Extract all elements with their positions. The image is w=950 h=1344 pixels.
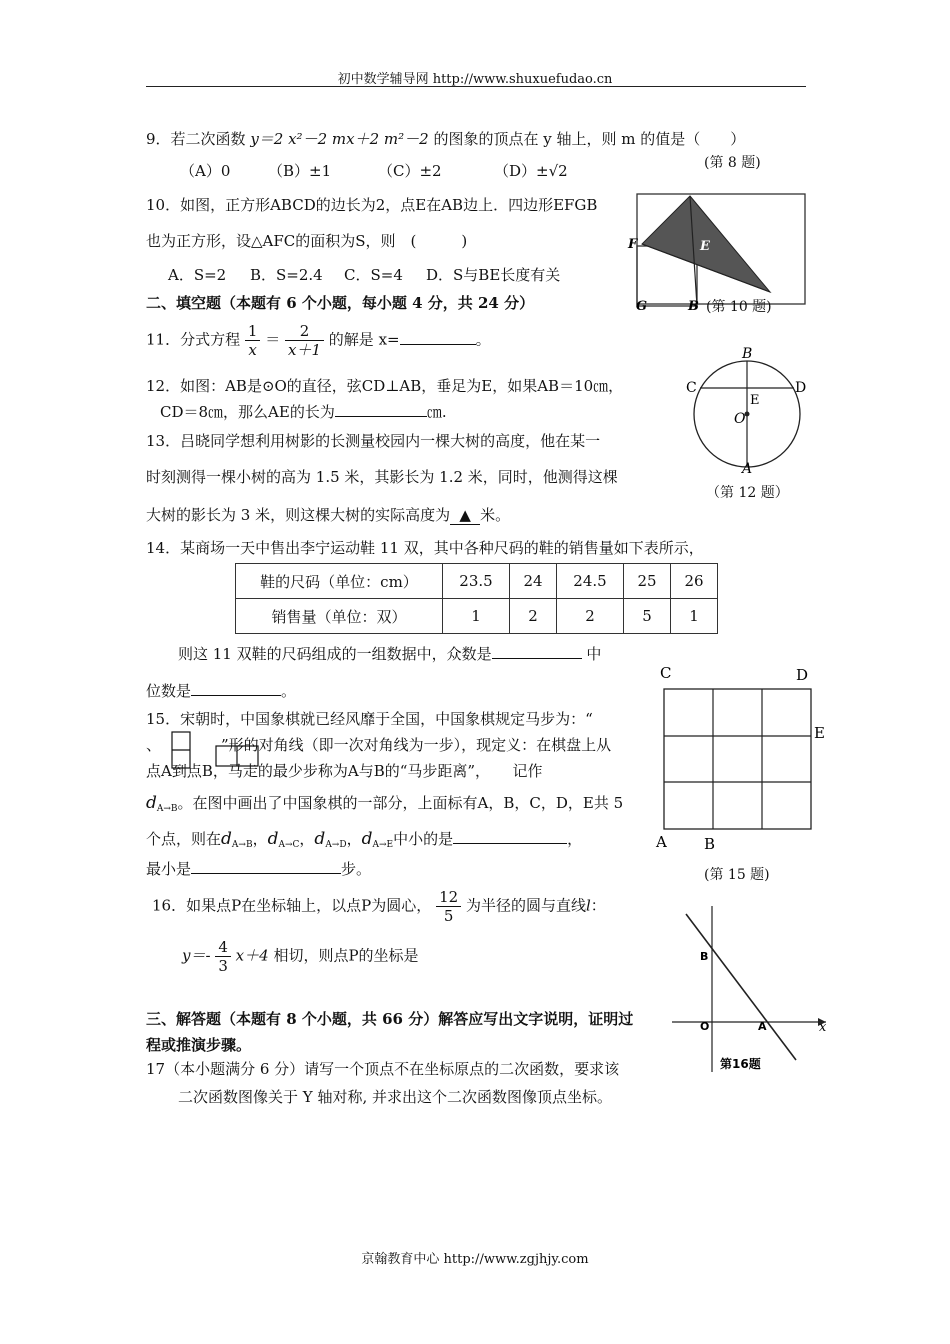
q15-line2a: 、: [146, 736, 162, 754]
q17-line2: 二次函数图像关于 Y 轴对称, 并求出这个二次函数图像顶点坐标。: [178, 1088, 612, 1106]
q14-cell: 23.5: [443, 564, 510, 599]
fig16-coordinate-diagram: [666, 902, 836, 1080]
q15-d-symbol: d: [361, 829, 373, 849]
q15-d-symbol: d: [146, 793, 157, 813]
fig12-label-c: C: [686, 380, 697, 396]
q12-line2: [160, 401, 447, 422]
q9-stem: [146, 128, 745, 149]
q11-fraction-2: [285, 322, 324, 359]
q9-option-c: （C）±2: [378, 162, 442, 180]
fig12-diagram: [680, 342, 810, 474]
q15-sep: ，: [252, 830, 268, 848]
page-footer: 京翰教育中心 http://www.zgjhjy.com: [361, 1252, 589, 1267]
q14-mode-blank: [492, 658, 582, 659]
q9-stem-b: 的图象的顶点在 y 轴上，则 m 的值是（ ）: [428, 130, 746, 148]
fig8-caption: (第 8 题): [704, 155, 761, 171]
q16-r-num: 12: [436, 888, 461, 907]
q13-line2: 时刻测得一棵小树的高为 1.5 米，其影长为 1.2 米，同时，他测得这棵: [146, 468, 618, 486]
section3-heading-line1: 三、解答题（本题有 8 个小题，共 66 分）解答应写出文字说明，证明过: [146, 1010, 634, 1028]
fig16-label-b: B: [700, 950, 709, 963]
q16-k-den: 3: [218, 957, 228, 975]
q15-line5a: 个点，则在: [146, 830, 222, 848]
fig16-line-l: [686, 914, 796, 1060]
q13-line1: 13．吕晓同学想利用树影的长测量校园内一棵大树的高度，他在某一: [146, 432, 601, 450]
q15-line3: 点A到点B，马走的最少步称为A与B的“马步距离”， 记作: [146, 762, 543, 780]
q11-f1-num: 1: [245, 322, 261, 341]
q14-cell: 5: [624, 599, 671, 634]
q11-fraction-1: [245, 322, 261, 359]
q15-min-blank: [191, 873, 341, 874]
fig15-chessboard: [652, 660, 832, 855]
q13-line3: [146, 504, 510, 525]
q14-cell: 2: [510, 599, 557, 634]
q16-line2-text: 相切，则点P的坐标是: [273, 946, 419, 965]
q14-cell: 1: [443, 599, 510, 634]
q16-k-num: 4: [215, 938, 231, 957]
q15-d-symbol: d: [221, 829, 232, 849]
fig12-label-d: D: [795, 380, 807, 396]
q13-answer-blank: ▲: [450, 506, 480, 525]
q16-eq-a: y＝-: [182, 946, 211, 965]
fig12-label-a: A: [742, 461, 753, 474]
q15-sub: A→C: [278, 840, 300, 850]
q14-line1: 14．某商场一天中售出李宁运动鞋 11 双，其中各种尺码的鞋的销售量如下表所示，: [146, 539, 704, 557]
q9-option-d: （D）±√2: [494, 162, 568, 180]
q14-line2b: 中: [586, 645, 602, 663]
fig15-label-c: C: [660, 664, 672, 682]
header-rule: [146, 86, 806, 87]
q14-cell: 25: [624, 564, 671, 599]
q15-sub: A→B: [156, 804, 178, 814]
q15-sep: ，: [299, 830, 315, 848]
q15-sub: A→B: [231, 840, 253, 850]
q11-end: 。: [475, 330, 491, 349]
page-header: 初中数学辅导网 http://www.shuxuefudao.cn: [337, 72, 613, 87]
q16-eq-b: x＋4: [235, 946, 269, 965]
fig10-label-g: G: [636, 299, 648, 313]
q12-line2a: CD＝8㎝，那么AE的长为: [160, 403, 335, 421]
q15-line6a: 最小是: [146, 860, 192, 878]
fig10-diagram: [620, 188, 810, 313]
q15-line1: 15．宋朝时，中国象棋就已经风靡于全国，中国象棋规定马步为：“: [146, 710, 593, 728]
q10-option-b: B．S=2.4: [250, 266, 323, 284]
q10-line1: 10．如图，正方形ABCD的边长为2，点E在AB边上．四边形EFGB: [146, 196, 598, 214]
fig15-label-d: D: [796, 666, 809, 684]
fig12-label-e: E: [750, 393, 760, 408]
q9-stem-a: 9．若二次函数: [146, 130, 251, 148]
q15-line6b: 步。: [341, 860, 372, 878]
q11-suffix: 的解是 x=: [328, 330, 400, 349]
q11-answer-blank: [400, 344, 476, 345]
fig10-caption: (第 10 题): [706, 299, 772, 315]
q15-d-symbol: d: [267, 829, 279, 849]
q15-sep: ，: [346, 830, 362, 848]
q14-cell: 1: [671, 599, 718, 634]
section2-heading: 二、填空题（本题有 6 个小题，每小题 4 分，共 24 分）: [146, 294, 535, 312]
fig16-label-x: x: [819, 1020, 827, 1035]
fig15-caption: (第 15 题): [704, 867, 770, 883]
q9-option-a: （A）0: [180, 162, 231, 180]
fig10-label-e: E: [700, 239, 710, 254]
q14-line3a: 位数是: [146, 682, 192, 700]
q14-cell: 26: [671, 564, 718, 599]
q10-option-c: C．S=4: [344, 266, 403, 284]
q14-line2a: 则这 11 双鞋的尺码组成的一组数据中，众数是: [178, 645, 492, 663]
q13-line3b: 米。: [480, 506, 511, 524]
q16-line1a: 16．如果点P在坐标轴上，以点P为圆心，: [152, 896, 432, 915]
q15-line5c: ，: [567, 830, 583, 848]
fig12-caption: （第 12 题）: [706, 485, 789, 501]
q14-row2-head: 销售量（单位：双）: [236, 599, 443, 634]
q11-f2-den: x＋1: [288, 341, 322, 359]
table-row: [236, 599, 718, 634]
q14-cell: 24: [510, 564, 557, 599]
q15-line6: [146, 858, 371, 879]
q12-line2b: ㎝.: [426, 403, 447, 421]
q11: [146, 322, 491, 359]
q15-line5b: 中小的是: [393, 830, 454, 848]
fig10-label-b: B: [688, 299, 699, 313]
q15-d-symbol: d: [314, 829, 326, 849]
q10-line2: 也为正方形，设△AFC的面积为S，则 ( ): [146, 232, 468, 250]
q11-f2-num: 2: [285, 322, 324, 341]
q15-line5: [146, 828, 582, 850]
q15-sub: A→E: [372, 840, 394, 850]
fig12-label-o: O: [734, 411, 746, 427]
q14-cell: 24.5: [557, 564, 624, 599]
q14-median-blank: [191, 695, 281, 696]
q14-row1-head: 鞋的尺码（单位：cm）: [236, 564, 443, 599]
q16-r-den: 5: [443, 907, 454, 925]
q16-l: l: [585, 896, 591, 915]
q11-prefix: 11．分式方程: [146, 330, 241, 349]
fig16-label-a: A: [758, 1020, 767, 1033]
q16-line1: [152, 888, 606, 925]
q9-function: y＝2 x²－2 mx＋2 m²－2: [250, 130, 429, 148]
q16-radius-fraction: [436, 888, 461, 925]
q15-sub: A→D: [325, 840, 347, 850]
q10-option-d: D．S与BE长度有关: [426, 266, 561, 284]
fig15-label-e: E: [814, 724, 825, 742]
q14-line3: [146, 680, 296, 701]
q12-line1: 12．如图：AB是⊙O的直径，弦CD⊥AB，垂足为E，如果AB＝10㎝，: [146, 377, 624, 395]
q16-line1b: 为半径的圆与直线: [465, 896, 586, 915]
q15-line4-text: 。在图中画出了中国象棋的一部分，上面标有A，B，C，D，E共 5: [177, 794, 624, 812]
q13-line3a: 大树的影长为 3 米，则这棵大树的实际高度为: [146, 506, 451, 524]
q9-option-b: （B）±1: [268, 162, 332, 180]
q14-line2: [178, 643, 601, 664]
q17-line1: 17（本小题满分 6 分）请写一个顶点不在坐标原点的二次函数，要求该: [146, 1060, 620, 1078]
q15-line2b: ”形的对角线（即一次对角线为一步），现定义：在棋盘上从: [221, 736, 612, 754]
q14-shoe-table: [235, 563, 718, 634]
q14-cell: 2: [557, 599, 624, 634]
section3-heading-line2: 程或推演步骤。: [146, 1036, 252, 1054]
fig10-label-f: F: [628, 237, 638, 252]
fig16-label-o: O: [700, 1020, 710, 1033]
q16-colon: ：: [590, 896, 606, 915]
q16-line2: [182, 938, 419, 975]
q15-line4: [146, 792, 623, 814]
fig15-label-a: A: [656, 833, 667, 851]
fig12-label-b: B: [742, 346, 753, 362]
fig16-caption: 第16题: [720, 1057, 761, 1071]
table-row: [236, 564, 718, 599]
q10-option-a: A．S=2: [168, 266, 227, 284]
q16-slope-fraction: [215, 938, 231, 975]
q11-f1-den: x: [248, 341, 257, 359]
fig15-label-b: B: [704, 835, 716, 853]
q12-answer-blank: [335, 416, 427, 417]
q11-equals: ＝: [265, 330, 281, 349]
q15-max-blank: [453, 843, 567, 844]
q14-line3b: 。: [281, 682, 297, 700]
